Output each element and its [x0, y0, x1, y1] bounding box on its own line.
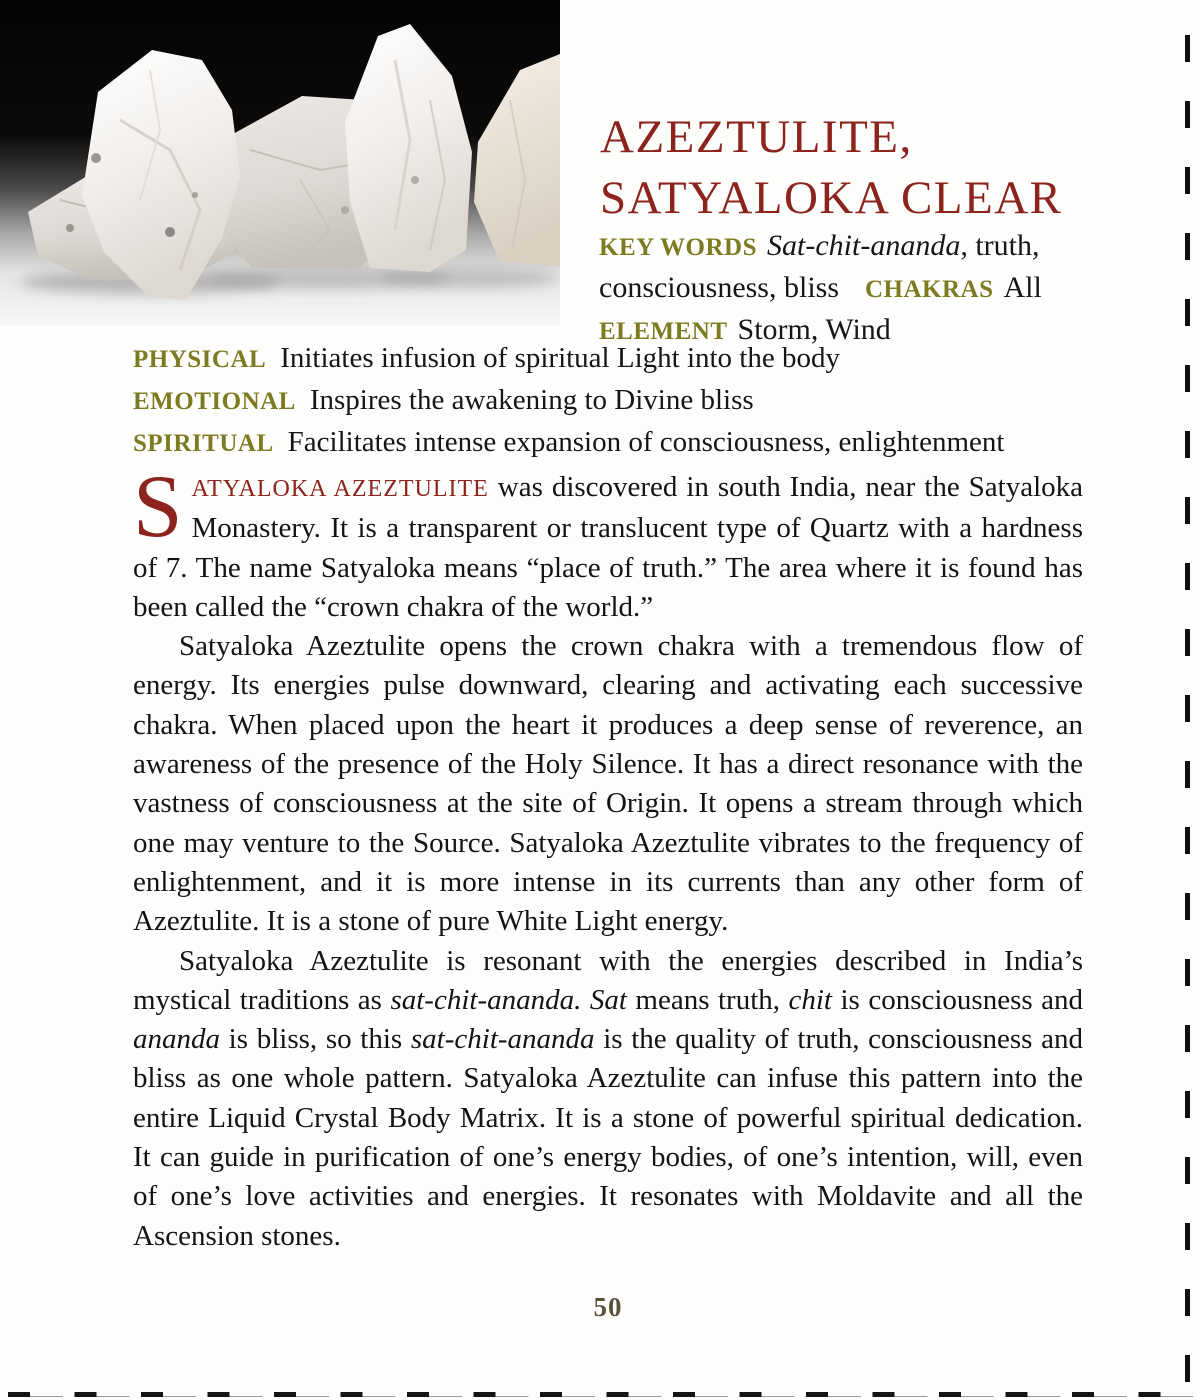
body-text: [133, 458, 1084, 1256]
key-words-label: KEY WORDS: [599, 234, 758, 261]
paragraph-3: Satyaloka Azeztulite is resonant with the energies described in India’s mystical traditions as sat-chit-ananda. Sat means truth, chit is consciousness and ananda is bliss, so this sat-chit-ananda is the quality of truth, consciousness and bliss as one whole pattern. Satyaloka Azeztulite can infuse this pattern into the entire Liquid Crystal Body Matrix. It is a stone of powerful spiritual dedication. It can guide in purification of one’s energy bodies, of one’s intention, will, even of one’s love activities and energies. It resonates with Moldavite and all the Ascension stones.: [133, 944, 1084, 1252]
emotional-value: Inspires the awakening to Divine bliss: [309, 384, 754, 416]
page-edge-tick-marks-right: [1185, 35, 1190, 1400]
emotional-line: [133, 380, 1113, 422]
chakras-value: All: [1003, 271, 1042, 304]
crystal-photo: [0, 0, 560, 325]
page-title: [600, 107, 1160, 229]
chakras-label: CHAKRAS: [865, 276, 994, 303]
emotional-label: EMOTIONAL: [133, 388, 296, 415]
crystal-photo-image: [0, 0, 560, 325]
physical-value: Initiates infusion of spiritual Light into the body: [280, 342, 840, 374]
attribute-lines: [133, 338, 1113, 464]
spiritual-label: SPIRITUAL: [133, 430, 274, 457]
physical-line: [133, 338, 1113, 380]
paragraph-1: [133, 458, 1084, 627]
spiritual-line: [133, 422, 1113, 464]
spiritual-value: Facilitates intense expansion of consciousness, enlightenment: [287, 426, 1005, 458]
physical-label: PHYSICAL: [133, 346, 267, 373]
page-number: 50: [593, 1292, 623, 1322]
drop-cap: S: [133, 458, 183, 556]
title-line-2: SATYALOKA CLEAR: [600, 172, 1063, 225]
page-edge-thin-line-bottom: [8, 1396, 1193, 1397]
paragraph-1-text: was discovered in south India, near the Satyaloka Monastery. It is a transparent or translucent type of Quartz with a hardness of 7. The name Satyaloka means “place of truth.” The area where it is found has been called the “crown chakra of the world.”: [133, 471, 1084, 623]
key-words-italic: Sat-chit-ananda,: [767, 229, 968, 262]
paragraph-2: Satyaloka Azeztulite opens the crown chakra with a tremendous flow of energy. Its energies pulse downward, clearing and activating each successive chakra. When placed upon the heart it produces a deep sense of reverence, an awareness of the presence of the Holy Silence. It has a direct resonance with the vastness of consciousness at the site of Origin. It opens a stream through which one may venture to the Source. Satyaloka Azeztulite vibrates to the frequency of enlightenment, and it is more intense in its currents than any other form of Azeztulite. It is a stone of pure White Light energy.: [133, 630, 1083, 938]
title-line-1: AZEZTULITE,: [600, 111, 913, 164]
element-label: ELEMENT: [599, 318, 728, 345]
lead-in-small-caps: ATYALOKA AZEZTULITE: [191, 476, 489, 502]
element-value: Storm, Wind: [737, 313, 891, 346]
keywords-block: [599, 226, 1091, 352]
key-words-rest: truth, consciousness, bliss: [599, 229, 1040, 304]
